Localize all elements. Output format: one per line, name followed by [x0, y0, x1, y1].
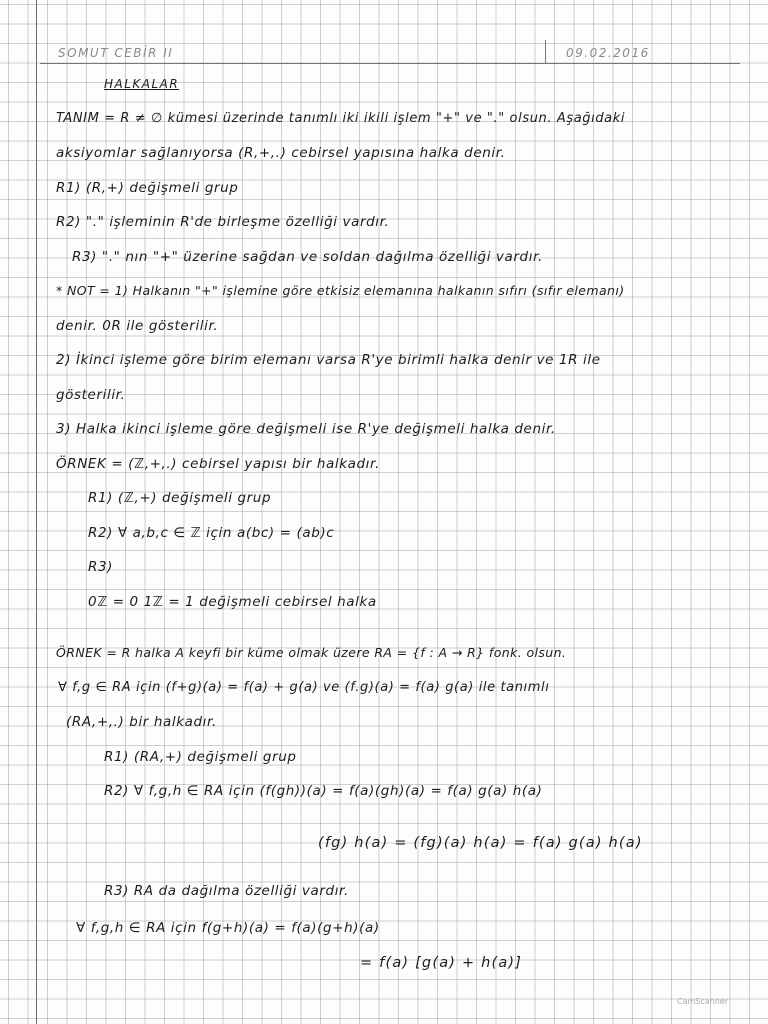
- example-line: ∀ f,g,h ∈ RA için f(g+h)(a) = f(a)(g+h)(a): [76, 920, 380, 936]
- note-line: gösterilir.: [56, 387, 126, 403]
- example-line: R1) (RA,+) değişmeli grup: [104, 749, 297, 765]
- course-title: SOMUT CEBİR II: [58, 46, 174, 60]
- axiom-line: R3) "." nın "+" üzerine sağdan ve soldan dağılma özelliği vardır.: [72, 249, 543, 265]
- note-line: 2) İkinci işleme göre birim elemanı varsa R'ye birimli halka denir ve 1R ile: [56, 352, 601, 368]
- axiom-line: R2) "." işleminin R'de birleşme özelliği vardır.: [56, 214, 390, 230]
- note-line: 3) Halka ikinci işleme göre değişmeli ise R'ye değişmeli halka denir.: [56, 421, 556, 437]
- math-line: = f(a) [g(a) + h(a)]: [360, 955, 523, 971]
- example-line: 0ℤ = 0 1ℤ = 1 değişmeli cebirsel halka: [88, 594, 377, 610]
- example-line: R2) ∀ a,b,c ∈ ℤ için a(bc) = (ab)c: [88, 525, 335, 541]
- header-rule: [40, 63, 740, 64]
- date: 09.02.2016: [566, 46, 650, 60]
- example-line: (RA,+,.) bir halkadır.: [66, 714, 217, 730]
- definition-line: aksiyomlar sağlanıyorsa (R,+,.) cebirsel yapısına halka denir.: [56, 145, 506, 161]
- example-line: R3) RA da dağılma özelliği vardır.: [104, 883, 349, 899]
- definition-line: TANIM = R ≠ ∅ kümesi üzerinde tanımlı iki ikili işlem "+" ve "." olsun. Aşağıdaki: [56, 111, 626, 126]
- example-line: ÖRNEK = (ℤ,+,.) cebirsel yapısı bir halkadır.: [56, 456, 380, 472]
- left-margin-line: [36, 0, 37, 1024]
- note-line: denir. 0R ile gösterilir.: [56, 318, 219, 334]
- math-line: (fg) h(a) = (fg)(a) h(a) = f(a) g(a) h(a): [318, 835, 643, 851]
- example-line: ÖRNEK = R halka A keyfi bir küme olmak üzere RA = {f : A → R} fonk. olsun.: [56, 645, 567, 660]
- note-line: * NOT = 1) Halkanın "+" işlemine göre etkisiz elemanına halkanın sıfırı (sıfır elemanı): [56, 283, 625, 298]
- example-line: R1) (ℤ,+) değişmeli grup: [88, 490, 272, 506]
- example-line: R2) ∀ f,g,h ∈ RA için (f(gh))(a) = f(a)(gh)(a) = f(a) g(a) h(a): [104, 783, 543, 799]
- example-line: R3): [88, 559, 114, 575]
- header-divider: [545, 40, 546, 64]
- scan-watermark: CamScanner: [676, 997, 728, 1006]
- axiom-line: R1) (R,+) değişmeli grup: [56, 180, 239, 196]
- example-line: ∀ f,g ∈ RA için (f+g)(a) = f(a) + g(a) ve (f.g)(a) = f(a) g(a) ile tanımlı: [58, 680, 550, 695]
- section-title: HALKALAR: [104, 77, 180, 91]
